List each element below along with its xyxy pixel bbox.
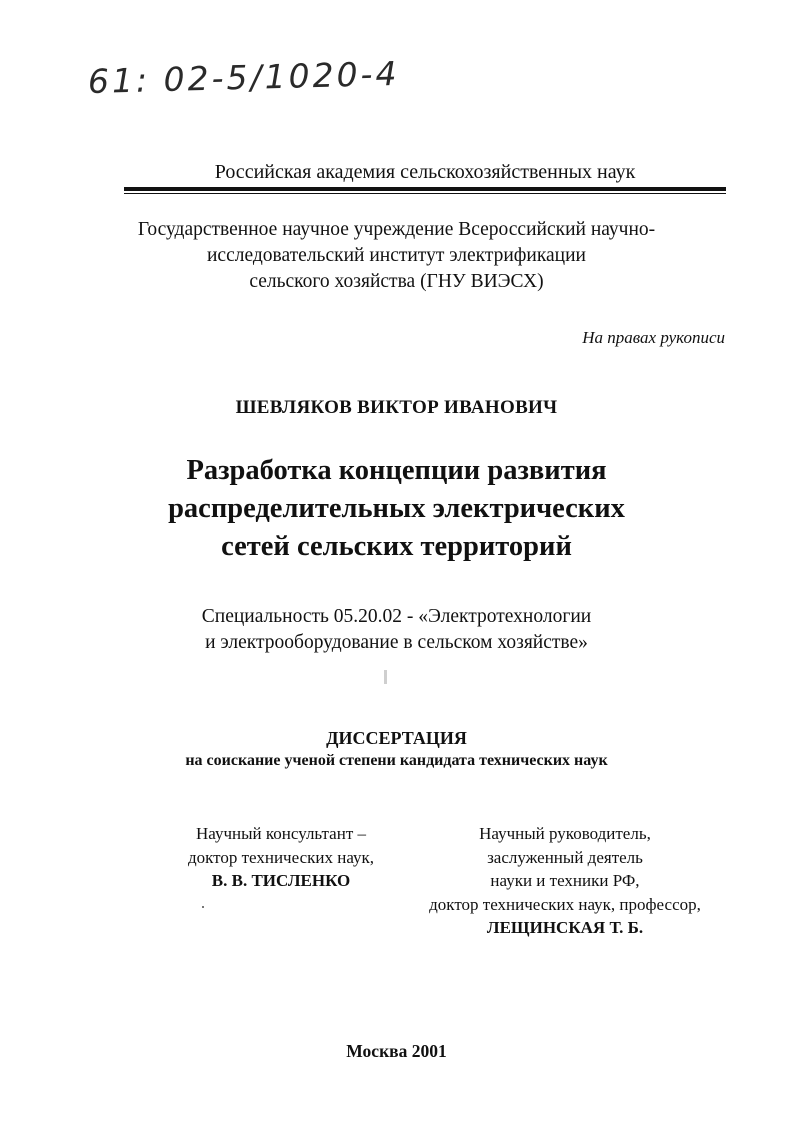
supervisor-name: ЛЕЩИНСКАЯ Т. Б. [486,918,644,937]
supervisor-degree: доктор технических наук, профессор, [429,894,701,914]
supervisor-honor: заслуженный деятель [487,847,643,867]
institution-line: сельского хозяйства (ГНУ ВИЭСХ) [249,271,544,292]
dissertation-label: ДИССЕРТАЦИЯ [326,728,467,748]
thesis-title [0,452,793,566]
consultant-role: Научный консультант – [196,824,366,843]
consultant-block [136,822,426,893]
consultant-degree: доктор технических наук, [187,847,375,867]
archive-stamp-code: 61: 02-5/1020-4 [87,53,400,101]
supervisor-role: Научный руководитель, [479,824,651,843]
title-line: сетей сельских территорий [221,531,572,562]
supervisor-honor: науки и техники РФ, [490,871,640,890]
institution-name [0,217,793,295]
specialty-line: и электрооборудование в сельском хозяйстве» [205,632,588,653]
author-name: ШЕВЛЯКОВ ВИКТОР ИВАНОВИЧ [235,397,558,418]
scan-speck [202,906,204,908]
institution-line: Государственное научное учреждение Всероссийский научно- [137,219,656,240]
city-year: Москва 2001 [346,1041,447,1061]
scan-speck [384,670,387,684]
consultant-name: В. В. ТИСЛЕНКО [211,871,351,890]
specialty-line: Специальность 05.20.02 - «Электротехнологии [201,606,592,627]
specialty [0,604,793,656]
rights-note: На правах рукописи [582,328,725,347]
dissertation-subtitle: на соискание ученой степени кандидата технических наук [185,752,608,769]
title-line: распределительных электрических [168,493,625,524]
academy-name: Российская академия сельскохозяйственных наук [214,161,636,183]
supervisor-block [400,822,730,940]
header-rule-thick [124,187,726,191]
header-rule-thin [124,193,726,194]
institution-line: исследовательский институт электрификации [207,245,586,266]
title-line: Разработка концепции развития [186,455,607,486]
